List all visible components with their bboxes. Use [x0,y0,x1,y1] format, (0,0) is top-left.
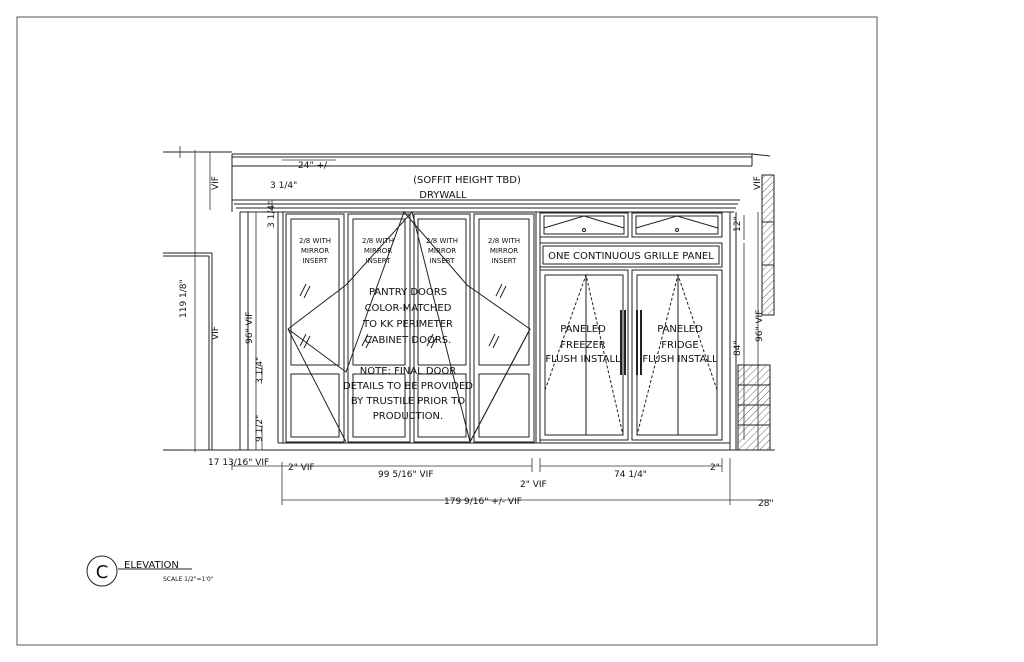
freezer-label [545,324,621,365]
svg-text:PRODUCTION.: PRODUCTION. [372,411,444,422]
soffit-sublabel: DRYWALL [419,190,467,201]
svg-text:BY TRUSTILE PRIOR TO: BY TRUSTILE PRIOR TO [350,396,466,407]
mirror-label: MIRROR [427,247,457,255]
dim-fridge-width: 74 1/4" [614,470,647,480]
svg-text:PANELED: PANELED [560,324,606,335]
mirror-label: 2/8 WITH [487,237,521,245]
sheet-border [17,17,877,645]
dim-appliance-height: 84" [733,340,743,356]
svg-text:PANTRY DOORS: PANTRY DOORS [368,287,448,298]
dim-band: 3 1/4" [267,200,277,228]
svg-text:FREEZER: FREEZER [560,340,606,351]
dim-overall-height: 119 1/8" [179,279,189,318]
fridge-label [642,324,718,365]
mirror-label: MIRROR [363,247,393,255]
svg-text:CABINET DOORS.: CABINET DOORS. [364,335,452,346]
dim-top-offset: 24" +/- [298,161,331,171]
svg-text:NOTE: FINAL DOOR: NOTE: FINAL DOOR [359,366,457,377]
dim-left-gap: 2" VIF [288,463,315,473]
mirror-label: MIRROR [300,247,330,255]
view-scale: SCALE 1/2"=1'0" [163,576,214,583]
dim-rail: 3 1/4" [255,356,265,384]
mirror-label: INSERT [429,257,455,265]
mirror-label: 2/8 WITH [298,237,332,245]
pantry-note [362,287,453,346]
svg-text:FLUSH INSTALL: FLUSH INSTALL [545,354,621,365]
dim-cabinet-height-right: 96" VIF [755,309,765,342]
mirror-label: INSERT [365,257,391,265]
final-door-note [343,366,473,422]
dim-right-return: 28" [758,499,774,509]
dim-crown: 3 1/4" [270,181,298,191]
dim-top-drawer: 12" [733,216,743,232]
mirror-label: 2/8 WITH [361,237,395,245]
dim-toe: 9 1/2" [255,414,265,442]
grille-panel-label: ONE CONTINUOUS GRILLE PANEL [548,251,714,262]
dim-left-return: 17 13/16" VIF [208,458,270,468]
svg-text:PANELED: PANELED [657,324,703,335]
mirror-label: MIRROR [489,247,519,255]
dim-vif-left2: VIF [211,326,221,340]
dim-right-gap: 2" [710,463,720,473]
dim-overall-width: 179 9/16" +/- VIF [444,497,522,507]
dim-cabinet-height-left: 96" VIF [245,311,255,344]
mirror-label: INSERT [491,257,517,265]
svg-text:FLUSH INSTALL: FLUSH INSTALL [642,354,718,365]
dim-pantry-width: 99 5/16" VIF [378,470,434,480]
dim-middle-gap: 2" VIF [520,480,547,490]
title-block [87,556,214,586]
svg-text:TO KK PERIMETER: TO KK PERIMETER [362,319,454,330]
svg-text:DETAILS TO BE PROVIDED: DETAILS TO BE PROVIDED [343,381,473,392]
dim-vif-left: VIF [211,176,221,190]
svg-text:FRIDGE: FRIDGE [661,340,699,351]
soffit-label: (SOFFIT HEIGHT TBD) [413,175,521,186]
view-mark: C [95,562,109,583]
svg-text:COLOR-MATCHED: COLOR-MATCHED [364,303,452,314]
view-title: ELEVATION [124,560,179,571]
dim-vif-right: VIF [753,176,763,190]
mirror-label: 2/8 WITH [425,237,459,245]
mirror-label: INSERT [302,257,328,265]
